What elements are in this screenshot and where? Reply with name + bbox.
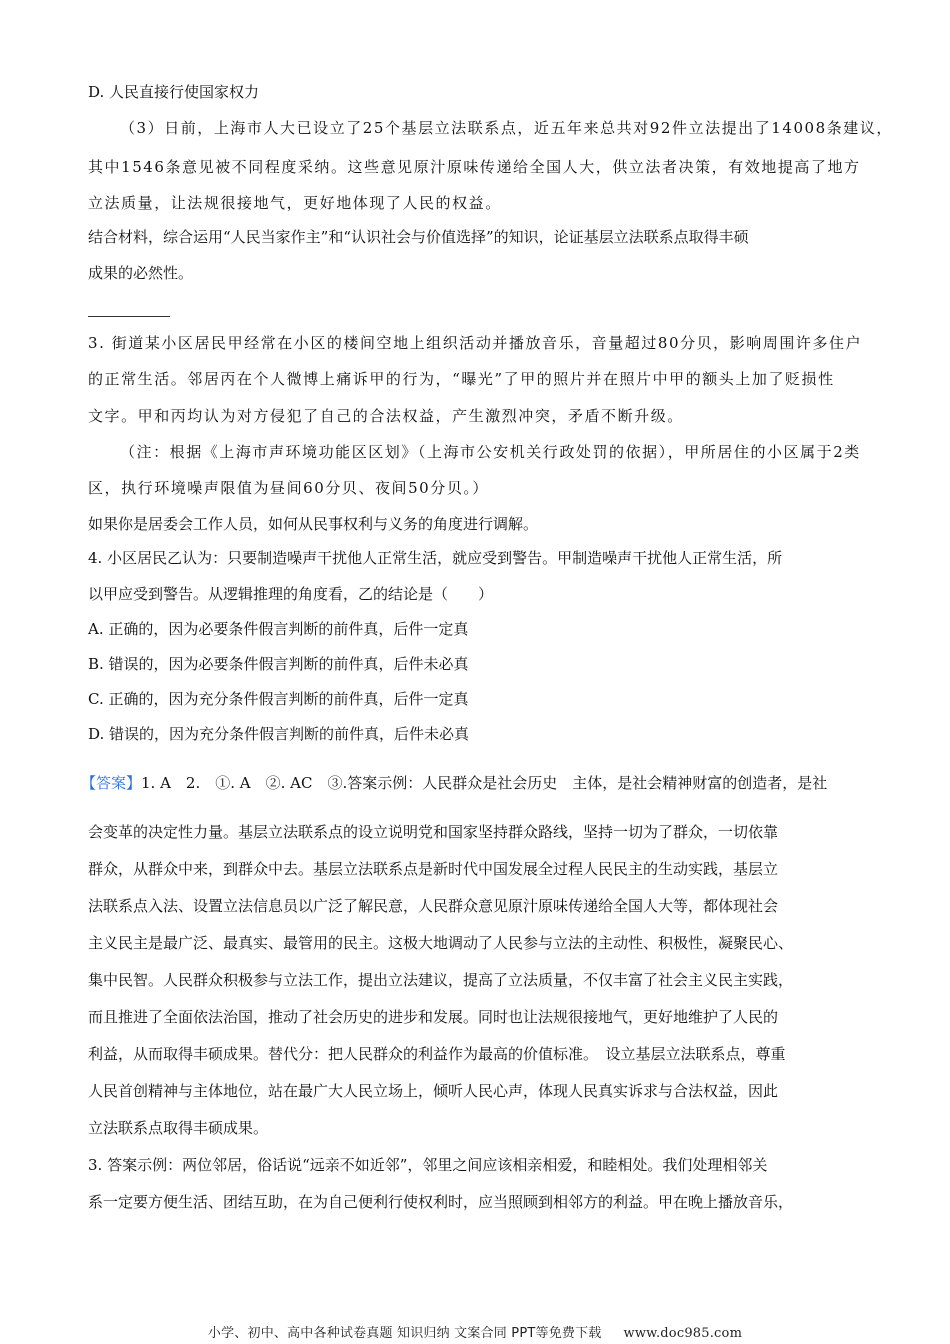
- q2-3-task-line: 结合材料，综合运用“人民当家作主”和“认识社会与价值选择”的知识，论证基层立法联系点取得丰硕: [88, 228, 749, 246]
- answer-tag: 【答案】: [81, 774, 142, 792]
- answer-line: 群众，从群众中来，到群众中去。基层立法联系点是新时代中国发展全过程人民民主的生动实践，基层立: [88, 860, 779, 878]
- q3-line: 3. 街道某小区居民甲经常在小区的楼间空地上组织活动并播放音乐，音量超过80分贝，影响周围许多住户: [88, 334, 863, 352]
- option-d-previous: D. 人民直接行使国家权力: [88, 83, 260, 101]
- answer-first-line: [81, 773, 870, 793]
- q4-option-d: D. 错误的，因为充分条件假言判断的前件真，后件未必真: [88, 725, 470, 743]
- q2-3-line: 立法质量，让法规很接地气，更好地体现了人民的权益。: [88, 194, 502, 212]
- answer-line: 人民首创精神与主体地位，站在最广大人民立场上，倾听人民心声，体现人民真实诉求与合法权益，因此: [88, 1082, 779, 1100]
- q4-option-b: B. 错误的，因为必要条件假言判断的前件真，后件未必真: [88, 655, 469, 673]
- q4-line: 4. 小区居民乙认为：只要制造噪声干扰他人正常生活，就应受到警告。甲制造噪声干扰他人正常生活，所: [88, 549, 783, 567]
- q4-line: 以甲应受到警告。从逻辑推理的角度看，乙的结论是（ ）: [88, 585, 494, 603]
- answer-line: 3. 答案示例：两位邻居，俗话说“远亲不如近邻”，邻里之间应该相亲相爱，和睦相处。我们处理相邻关: [88, 1156, 768, 1174]
- answer-line: 系一定要方便生活、团结互助，在为自己便利行使权利时，应当照顾到相邻方的利益。甲在晚上播放音乐，: [88, 1193, 794, 1211]
- answer-line: 立法联系点取得丰硕成果。: [88, 1119, 269, 1137]
- answer-line: 集中民智。人民群众积极参与立法工作，提出立法建议，提高了立法质量，不仅丰富了社会主义民主实践，: [88, 971, 794, 989]
- footer-url[interactable]: www.doc985.com: [623, 1326, 743, 1341]
- q2-3-task-line: 成果的必然性。: [88, 264, 194, 282]
- answer-line: 利益，从而取得丰硕成果。替代分：把人民群众的利益作为最高的价值标准。 设立基层立法联系点，尊重: [88, 1045, 786, 1063]
- q2-3-line: （3）日前，上海市人大已设立了25个基层立法联系点，近五年来总共对92件立法提出了14008条建议，: [120, 119, 893, 137]
- answer-first-text: 1. A 2. ①. A ②. AC ③.答案示例：人民群众是社会历史 主体，是社会精神财富的创造者，是社: [141, 774, 828, 792]
- footer-text: 小学、初中、高中各种试卷真题 知识归纳 文案合同 PPT等免费下载: [207, 1326, 602, 1341]
- q3-task: 如果你是居委会工作人员，如何从民事权利与义务的角度进行调解。: [88, 515, 539, 533]
- divider: [88, 316, 170, 317]
- answer-line: 会变革的决定性力量。基层立法联系点的设立说明党和国家坚持群众路线，坚持一切为了群众，一切依靠: [88, 823, 779, 841]
- answer-line: 法联系点入法、设置立法信息员以广泛了解民意，人民群众意见原汁原味传递给全国人大等，都体现社会: [88, 897, 779, 915]
- q2-3-line: 其中1546条意见被不同程度采纳。这些意见原汁原味传递给全国人大，供立法者决策，有效地提高了地方: [88, 158, 861, 176]
- q3-note-line: （注：根据《上海市声环境功能区区划》（上海市公安机关行政处罚的依据），甲所居住的小区属于2类: [120, 443, 861, 461]
- answer-line: 而且推进了全面依法治国，推动了社会历史的进步和发展。同时也让法规很接地气，更好地维护了人民的: [88, 1008, 779, 1026]
- q3-line: 文字。甲和丙均认为对方侵犯了自己的合法权益，产生激烈冲突，矛盾不断升级。: [88, 407, 684, 425]
- q4-option-c: C. 正确的，因为充分条件假言判断的前件真，后件一定真: [88, 690, 469, 708]
- q3-line: 的正常生活。邻居丙在个人微博上痛诉甲的行为，“曝光”了甲的照片并在照片中甲的额头上加了贬损性: [88, 370, 835, 388]
- q4-option-a: A. 正确的，因为必要条件假言判断的前件真，后件一定真: [88, 620, 469, 638]
- answer-line: 主义民主是最广泛、最真实、最管用的民主。这极大地调动了人民参与立法的主动性、积极性，凝聚民心、: [88, 934, 794, 952]
- page-footer: [0, 1322, 950, 1341]
- q3-note-line: 区，执行环境噪声限值为昼间60分贝、夜间50分贝。）: [88, 479, 489, 497]
